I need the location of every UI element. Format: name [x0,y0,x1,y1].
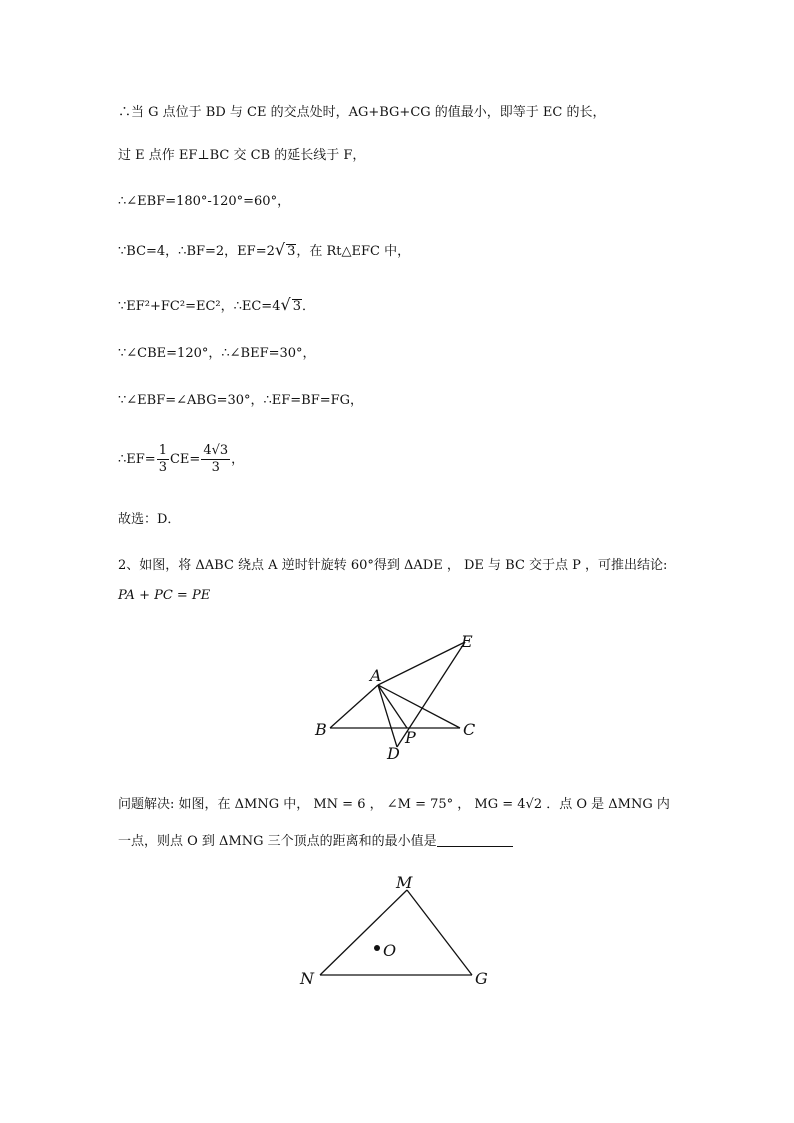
fraction-denominator: 3 [211,460,220,475]
segment-ae [378,642,465,685]
line5-text-b: ． [301,299,315,314]
line4-radicand: 3 [287,244,296,259]
problem-line-2 [118,832,513,852]
sqrt-sign: √ [280,295,291,314]
segment-mg [407,890,472,975]
label-d: D [387,744,400,763]
solution-line-3: ∴∠EBF=180°-120°=60°， [118,194,291,209]
label-c: C [463,720,476,739]
figure-triangle-rotation [310,625,490,765]
line4-text-b: ，在 Rt△EFC 中， [296,244,411,259]
fraction-numerator: 1 [158,443,167,458]
solution-line-8 [118,440,244,480]
label-b: B [315,720,327,739]
segment-ad [378,685,397,747]
segment-ap [378,685,407,728]
line5-text-a: ∵EF²+FC²=EC²，∴EC=4 [118,299,281,314]
answer-blank[interactable] [437,832,513,847]
line5-radicand: 3 [292,299,301,314]
fraction-denominator: 3 [158,460,167,475]
label-o: O [383,941,397,960]
problem-line-2-text: 一点，则点 O 到 ΔMNG 三个顶点的距离和的最小值是 [118,834,437,849]
fraction-one-third [157,443,169,476]
line8-text-a: ∴EF= [118,452,156,467]
fraction-four-root3-over-3 [201,443,230,476]
solution-line-5 [118,295,315,317]
figure-triangle-mng [290,870,510,995]
segment-ac [378,685,460,728]
label-p: P [405,728,416,747]
answer-line: 故选：D． [118,512,181,527]
segment-ab [330,685,378,728]
question2-conclusion: PA + PC = PE [118,588,211,603]
point-o [374,945,380,951]
label-a: A [370,666,382,685]
label-m: M [396,873,413,892]
solution-line-1: ∴当 G 点位于 BD 与 CE 的交点处时，AG+BG+CG 的值最小，即等于 EC 的长， [118,105,606,120]
question2-line-1: 2、如图，将 ΔABC 绕点 A 逆时针旋转 60°得到 ΔADE ， DE 与 BC 交于点 P ，可推出结论: [118,558,668,573]
label-g: G [475,969,488,988]
line8-text-b: CE= [169,452,201,467]
line8-text-c: ， [231,452,245,467]
segment-mn [320,890,407,975]
solution-line-7: ∵∠EBF=∠ABG=30°，∴EF=BF=FG， [118,393,364,408]
label-e: E [461,632,473,651]
fraction-numerator: 4√3 [203,443,229,458]
solution-line-4 [118,240,410,262]
label-n: N [300,969,314,988]
sqrt-sign: √ [274,240,286,259]
solution-line-2: 过 E 点作 EF⊥BC 交 CB 的延长线于 F， [118,148,366,163]
solution-line-6: ∵∠CBE=120°，∴∠BEF=30°， [118,346,316,361]
problem-line-1: 问题解决: 如图，在 ΔMNG 中， MN = 6 ， ∠M = 75° ， MG = 4√2 ．点 O 是 ΔMNG 内 [118,797,670,812]
line4-text-a: ∵BC=4，∴BF=2，EF=2 [118,244,275,259]
